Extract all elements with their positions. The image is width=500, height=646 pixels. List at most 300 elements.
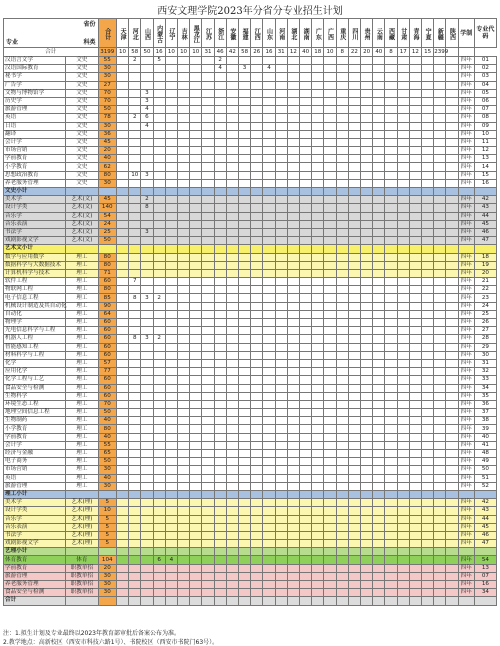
province-count bbox=[129, 97, 141, 105]
province-count: 2 bbox=[141, 196, 153, 204]
province-count bbox=[129, 474, 141, 482]
province-count bbox=[153, 245, 165, 253]
province-count bbox=[153, 400, 165, 408]
province-count bbox=[165, 130, 177, 138]
province-count bbox=[348, 163, 360, 171]
province-count bbox=[422, 515, 434, 523]
province-count bbox=[336, 433, 348, 441]
province-count bbox=[226, 57, 238, 65]
province-count bbox=[409, 130, 421, 138]
header-corner bbox=[4, 19, 99, 48]
province-count bbox=[190, 89, 202, 97]
province-count bbox=[446, 65, 458, 73]
province-count bbox=[348, 114, 360, 122]
province-count bbox=[422, 392, 434, 400]
province-count bbox=[287, 122, 299, 130]
province-count bbox=[300, 581, 312, 589]
province-count bbox=[116, 376, 128, 384]
province-count bbox=[129, 179, 141, 187]
province-count bbox=[409, 310, 421, 318]
province-count bbox=[361, 130, 373, 138]
province-count bbox=[324, 97, 336, 105]
province-count bbox=[361, 392, 373, 400]
province-count bbox=[336, 482, 348, 490]
province-count bbox=[153, 97, 165, 105]
province-count bbox=[177, 237, 189, 245]
province-count bbox=[275, 138, 287, 146]
province-count bbox=[324, 196, 336, 204]
province-count bbox=[263, 310, 275, 318]
province-count bbox=[226, 138, 238, 146]
row-total: 30 bbox=[98, 572, 116, 580]
province-count bbox=[409, 335, 421, 343]
province-count bbox=[165, 433, 177, 441]
province-count bbox=[275, 302, 287, 310]
duration: 四年 bbox=[458, 531, 474, 539]
category: 文史 bbox=[66, 73, 98, 81]
province-count bbox=[434, 188, 446, 196]
major-name: 书法学 bbox=[4, 228, 66, 236]
province-count bbox=[153, 89, 165, 97]
major-code: 41 bbox=[474, 441, 496, 449]
province-count: 7 bbox=[129, 278, 141, 286]
province-count bbox=[422, 261, 434, 269]
province-count bbox=[300, 138, 312, 146]
table-header-row bbox=[4, 19, 497, 48]
province-count bbox=[153, 138, 165, 146]
province-count bbox=[238, 319, 250, 327]
province-count bbox=[422, 310, 434, 318]
duration: 四年 bbox=[458, 482, 474, 490]
major-code: 33 bbox=[474, 376, 496, 384]
province-count bbox=[385, 204, 397, 212]
province-count bbox=[361, 540, 373, 548]
province-count bbox=[373, 57, 385, 65]
province-count bbox=[324, 417, 336, 425]
duration: 四年 bbox=[458, 155, 474, 163]
province-count bbox=[385, 507, 397, 515]
province-count bbox=[141, 507, 153, 515]
province-count bbox=[397, 540, 409, 548]
major-code: 49 bbox=[474, 458, 496, 466]
province-count bbox=[141, 458, 153, 466]
province-count bbox=[214, 253, 226, 261]
province-count bbox=[238, 138, 250, 146]
province-count bbox=[275, 556, 287, 564]
province-count bbox=[348, 589, 360, 597]
province-count bbox=[348, 57, 360, 65]
province-count bbox=[153, 114, 165, 122]
province-count bbox=[385, 564, 397, 572]
category: 文史 bbox=[66, 130, 98, 138]
province-count bbox=[141, 531, 153, 539]
province-count bbox=[300, 515, 312, 523]
row-total: 80 bbox=[98, 261, 116, 269]
province-count bbox=[312, 138, 324, 146]
province-count bbox=[434, 97, 446, 105]
duration: 四年 bbox=[458, 351, 474, 359]
province-count bbox=[422, 302, 434, 310]
province-count bbox=[324, 425, 336, 433]
table-row bbox=[4, 155, 497, 163]
province-count bbox=[446, 515, 458, 523]
major-name: 化学工程与工艺 bbox=[4, 376, 66, 384]
province-count bbox=[397, 294, 409, 302]
row-total: 90 bbox=[98, 302, 116, 310]
category: 艺术(文) bbox=[66, 212, 98, 220]
province-count bbox=[129, 269, 141, 277]
province-count bbox=[434, 515, 446, 523]
province-count bbox=[153, 155, 165, 163]
major-name: 数据科学与大数据技术 bbox=[4, 261, 66, 269]
major-code bbox=[474, 597, 496, 605]
province-count bbox=[361, 564, 373, 572]
province-count bbox=[422, 548, 434, 556]
province-count bbox=[446, 204, 458, 212]
province-count bbox=[361, 581, 373, 589]
province-count bbox=[129, 368, 141, 376]
province-count bbox=[300, 441, 312, 449]
header-province: 山东 bbox=[263, 19, 275, 48]
major-name: 市场营销 bbox=[4, 466, 66, 474]
province-count bbox=[385, 97, 397, 105]
province-count bbox=[141, 245, 153, 253]
province-count bbox=[336, 327, 348, 335]
province-count bbox=[214, 417, 226, 425]
province-count bbox=[190, 147, 202, 155]
province-count bbox=[116, 220, 128, 228]
province-count bbox=[434, 392, 446, 400]
category: 理工 bbox=[66, 376, 98, 384]
major-name: 电子信息工程 bbox=[4, 294, 66, 302]
province-count bbox=[177, 196, 189, 204]
province-count bbox=[263, 515, 275, 523]
category: 艺术(文) bbox=[66, 196, 98, 204]
province-count bbox=[397, 245, 409, 253]
province-count bbox=[226, 490, 238, 498]
province-count bbox=[446, 188, 458, 196]
province-count bbox=[446, 450, 458, 458]
table-row bbox=[4, 163, 497, 171]
province-count bbox=[312, 253, 324, 261]
major-name: 历史学 bbox=[4, 97, 66, 105]
header-province: 黑龙江 bbox=[190, 19, 202, 48]
row-total: 60 bbox=[98, 343, 116, 351]
province-count bbox=[141, 359, 153, 367]
province-count bbox=[446, 351, 458, 359]
province-count bbox=[263, 417, 275, 425]
province-count bbox=[373, 450, 385, 458]
province-count bbox=[129, 540, 141, 548]
duration: 四年 bbox=[458, 572, 474, 580]
table-row bbox=[4, 589, 497, 597]
category: 理工 bbox=[66, 327, 98, 335]
duration: 四年 bbox=[458, 253, 474, 261]
category: 理工 bbox=[66, 335, 98, 343]
province-count bbox=[287, 572, 299, 580]
province-count bbox=[324, 433, 336, 441]
header-province: 青海 bbox=[409, 19, 421, 48]
category: 理工 bbox=[66, 261, 98, 269]
province-count bbox=[141, 278, 153, 286]
province-count bbox=[287, 302, 299, 310]
province-count bbox=[141, 392, 153, 400]
province-count bbox=[129, 376, 141, 384]
province-count bbox=[214, 343, 226, 351]
province-count bbox=[312, 597, 324, 605]
province-count bbox=[434, 490, 446, 498]
province-count bbox=[409, 490, 421, 498]
province-count bbox=[251, 228, 263, 236]
province-count bbox=[129, 490, 141, 498]
province-count bbox=[214, 138, 226, 146]
province-count bbox=[263, 73, 275, 81]
header-province: 福建 bbox=[238, 19, 250, 48]
province-count bbox=[409, 523, 421, 531]
province-count bbox=[141, 343, 153, 351]
province-count bbox=[165, 138, 177, 146]
province-count bbox=[434, 163, 446, 171]
province-count bbox=[300, 490, 312, 498]
province-count bbox=[324, 400, 336, 408]
province-count bbox=[177, 359, 189, 367]
province-count bbox=[422, 171, 434, 179]
province-count bbox=[348, 597, 360, 605]
province-count bbox=[177, 368, 189, 376]
province-count bbox=[385, 597, 397, 605]
row-total: 60 bbox=[98, 376, 116, 384]
category: 理工 bbox=[66, 392, 98, 400]
province-count bbox=[165, 499, 177, 507]
province-count bbox=[361, 351, 373, 359]
province-count bbox=[190, 155, 202, 163]
province-count bbox=[373, 81, 385, 89]
major-code: 44 bbox=[474, 515, 496, 523]
province-count bbox=[434, 425, 446, 433]
province-count bbox=[312, 466, 324, 474]
province-count bbox=[153, 589, 165, 597]
province-count bbox=[238, 122, 250, 130]
row-total: 60 bbox=[98, 384, 116, 392]
province-count bbox=[129, 237, 141, 245]
province-count bbox=[385, 540, 397, 548]
province-count bbox=[385, 458, 397, 466]
province-count bbox=[409, 351, 421, 359]
province-count bbox=[385, 515, 397, 523]
province-count bbox=[312, 73, 324, 81]
province-count bbox=[202, 359, 214, 367]
province-count bbox=[409, 179, 421, 187]
table-row bbox=[4, 89, 497, 97]
duration bbox=[458, 548, 474, 556]
province-count bbox=[361, 155, 373, 163]
province-count bbox=[446, 327, 458, 335]
province-count bbox=[397, 376, 409, 384]
row-total bbox=[98, 245, 116, 253]
province-count bbox=[202, 114, 214, 122]
province-count bbox=[312, 359, 324, 367]
province-count bbox=[165, 212, 177, 220]
province-count bbox=[373, 65, 385, 73]
duration: 四年 bbox=[458, 114, 474, 122]
province-count bbox=[287, 269, 299, 277]
province-count bbox=[287, 474, 299, 482]
province-count bbox=[214, 163, 226, 171]
province-count bbox=[324, 466, 336, 474]
table-row bbox=[4, 482, 497, 490]
province-count bbox=[238, 237, 250, 245]
province-count bbox=[129, 564, 141, 572]
province-count bbox=[226, 65, 238, 73]
province-count bbox=[409, 409, 421, 417]
province-count bbox=[251, 179, 263, 187]
province-count bbox=[214, 441, 226, 449]
province-count bbox=[202, 204, 214, 212]
province-count bbox=[422, 417, 434, 425]
province-count bbox=[165, 409, 177, 417]
province-count bbox=[300, 523, 312, 531]
province-count bbox=[397, 212, 409, 220]
province-count bbox=[165, 89, 177, 97]
province-count bbox=[238, 581, 250, 589]
province-count bbox=[165, 597, 177, 605]
province-count bbox=[153, 196, 165, 204]
province-count bbox=[129, 302, 141, 310]
province-count bbox=[336, 89, 348, 97]
major-name: 汉语言文学 bbox=[4, 57, 66, 65]
province-count bbox=[422, 564, 434, 572]
province-count bbox=[190, 531, 202, 539]
province-count bbox=[190, 523, 202, 531]
province-count bbox=[214, 204, 226, 212]
province-count bbox=[446, 138, 458, 146]
province-count bbox=[324, 515, 336, 523]
province-count bbox=[238, 302, 250, 310]
category: 理工 bbox=[66, 359, 98, 367]
major-name: 智能感知工程 bbox=[4, 343, 66, 351]
province-count bbox=[116, 97, 128, 105]
province-count bbox=[422, 359, 434, 367]
province-count bbox=[165, 147, 177, 155]
province-count bbox=[190, 351, 202, 359]
province-count bbox=[373, 220, 385, 228]
province-count bbox=[165, 376, 177, 384]
province-count bbox=[141, 376, 153, 384]
province-count bbox=[238, 474, 250, 482]
province-count bbox=[361, 450, 373, 458]
province-count bbox=[336, 343, 348, 351]
province-count: 2 bbox=[129, 114, 141, 122]
province-count bbox=[312, 458, 324, 466]
province-count bbox=[238, 384, 250, 392]
province-count bbox=[251, 441, 263, 449]
major-code: 50 bbox=[474, 466, 496, 474]
province-count bbox=[422, 482, 434, 490]
province-count bbox=[348, 548, 360, 556]
province-count bbox=[446, 278, 458, 286]
province-count bbox=[446, 540, 458, 548]
province-count bbox=[434, 57, 446, 65]
province-count bbox=[336, 122, 348, 130]
province-count bbox=[348, 294, 360, 302]
province-count bbox=[275, 515, 287, 523]
province-count bbox=[312, 65, 324, 73]
major-name: 音乐表演 bbox=[4, 220, 66, 228]
province-count bbox=[300, 114, 312, 122]
province-count bbox=[385, 376, 397, 384]
province-count bbox=[287, 179, 299, 187]
province-count bbox=[312, 302, 324, 310]
province-count bbox=[226, 523, 238, 531]
province-count bbox=[275, 188, 287, 196]
overall-value: 10 bbox=[116, 48, 128, 57]
province-count bbox=[129, 253, 141, 261]
province-count bbox=[141, 57, 153, 65]
province-count bbox=[434, 196, 446, 204]
province-count bbox=[129, 556, 141, 564]
province-count bbox=[226, 188, 238, 196]
province-count bbox=[361, 359, 373, 367]
province-count bbox=[312, 163, 324, 171]
province-count bbox=[348, 286, 360, 294]
major-code: 21 bbox=[474, 278, 496, 286]
province-count bbox=[275, 507, 287, 515]
province-count bbox=[397, 597, 409, 605]
province-count bbox=[446, 490, 458, 498]
province-count bbox=[251, 548, 263, 556]
province-count bbox=[129, 597, 141, 605]
duration: 四年 bbox=[458, 368, 474, 376]
province-count bbox=[116, 409, 128, 417]
province-count bbox=[190, 171, 202, 179]
province-count bbox=[190, 327, 202, 335]
duration: 四年 bbox=[458, 310, 474, 318]
province-count bbox=[251, 171, 263, 179]
province-count bbox=[373, 507, 385, 515]
major-name: 软件工程 bbox=[4, 278, 66, 286]
province-count bbox=[177, 507, 189, 515]
province-count bbox=[287, 343, 299, 351]
province-count bbox=[153, 384, 165, 392]
table-row bbox=[4, 359, 497, 367]
province-count bbox=[300, 228, 312, 236]
province-count bbox=[361, 138, 373, 146]
major-name: 材料科学与工程 bbox=[4, 351, 66, 359]
row-total: 30 bbox=[98, 589, 116, 597]
province-count bbox=[385, 548, 397, 556]
row-total: 27 bbox=[98, 81, 116, 89]
province-count bbox=[397, 548, 409, 556]
province-count bbox=[251, 302, 263, 310]
province-count bbox=[385, 417, 397, 425]
province-count: 2 bbox=[129, 57, 141, 65]
province-count bbox=[141, 237, 153, 245]
province-count bbox=[446, 57, 458, 65]
province-count bbox=[190, 138, 202, 146]
province-count bbox=[336, 417, 348, 425]
province-count bbox=[373, 97, 385, 105]
province-count bbox=[141, 384, 153, 392]
province-count bbox=[177, 269, 189, 277]
province-count bbox=[202, 417, 214, 425]
duration: 四年 bbox=[458, 278, 474, 286]
category: 艺术(理) bbox=[66, 540, 98, 548]
province-count bbox=[153, 368, 165, 376]
row-total: 20 bbox=[98, 147, 116, 155]
major-name: 化学 bbox=[4, 359, 66, 367]
province-count bbox=[300, 171, 312, 179]
major-code: 24 bbox=[474, 302, 496, 310]
